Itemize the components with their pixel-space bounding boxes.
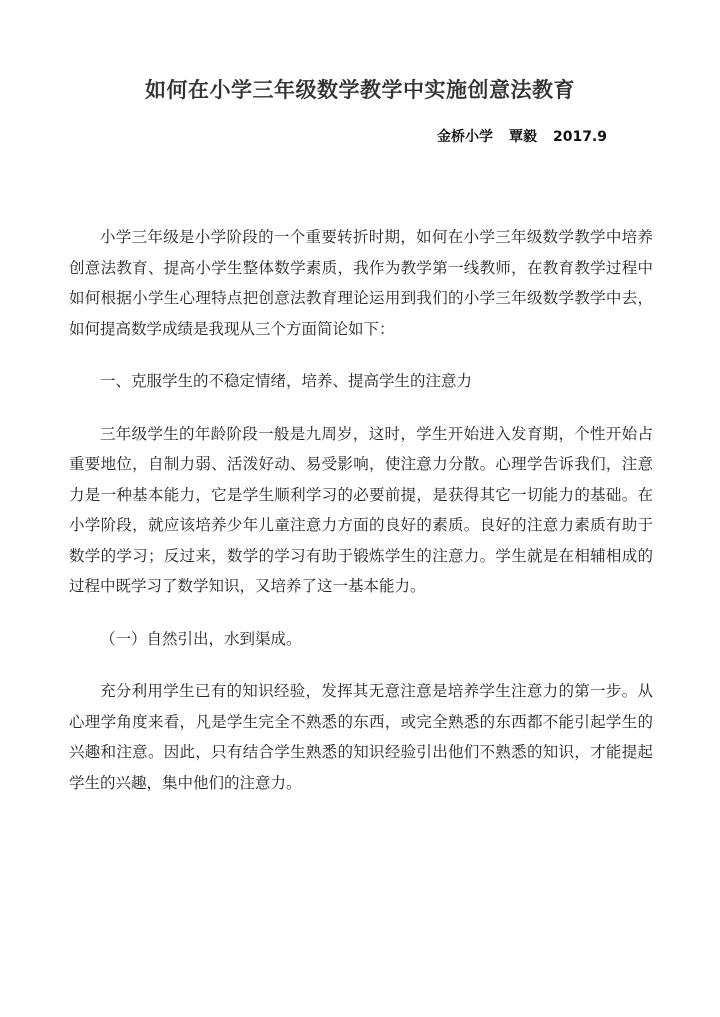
byline-school: 金桥小学 — [436, 129, 493, 145]
section-heading: 一、克服学生的不稳定情绪，培养、提高学生的注意力 — [100, 372, 473, 390]
document-title: 如何在小学三年级数学教学中实施创意法教育 — [145, 77, 575, 102]
byline — [437, 126, 607, 146]
subsection-heading: （一）自然引出，水到渠成。 — [100, 629, 302, 648]
document-body — [69, 222, 653, 820]
body-paragraph: 三年级学生的年龄阶段一般是九周岁，这时，学生开始进入发育期，个性开始占重要地位，自制力弱、活泼好动、易受影响，使注意力分散。心理学告诉我们，注意力是一种基本能力，它是学生顺利学习的必要前提，是获得其它一切能力的基础。在小学阶段，就应该培养少年儿童注意力方面的良好的素质。良好的注意力素质有助于数学的学习；反过来，数学的学习有助于锻炼学生的注意力。学生就是在相辅相成的过程中既学习了数学知识，又培养了这一基本能力。 — [69, 424, 653, 595]
body-paragraph: 充分利用学生已有的知识经验，发挥其无意注意是培养学生注意力的第一步。从心理学角度来看，凡是学生完全不熟悉的东西，或完全熟悉的东西都不能引起学生的兴趣和注意。因此，只有结合学生熟悉的知识经验引出他们不熟悉的知识，才能提起学生的兴趣，集中他们的注意力。 — [69, 682, 653, 792]
byline-author: 覃毅 — [508, 129, 537, 145]
byline-date: 2017.9 — [552, 129, 607, 145]
intro-paragraph: 小学三年级是小学阶段的一个重要转折时期，如何在小学三年级数学教学中培养创意法教育、提高小学生整体数学素质，我作为教学第一线教师，在教育教学过程中如何根据小学生心理特点把创意法教育理论运用到我们的小学三年级数学教学中去，如何提高数学成绩是我现从三个方面简论如下： — [69, 228, 653, 338]
